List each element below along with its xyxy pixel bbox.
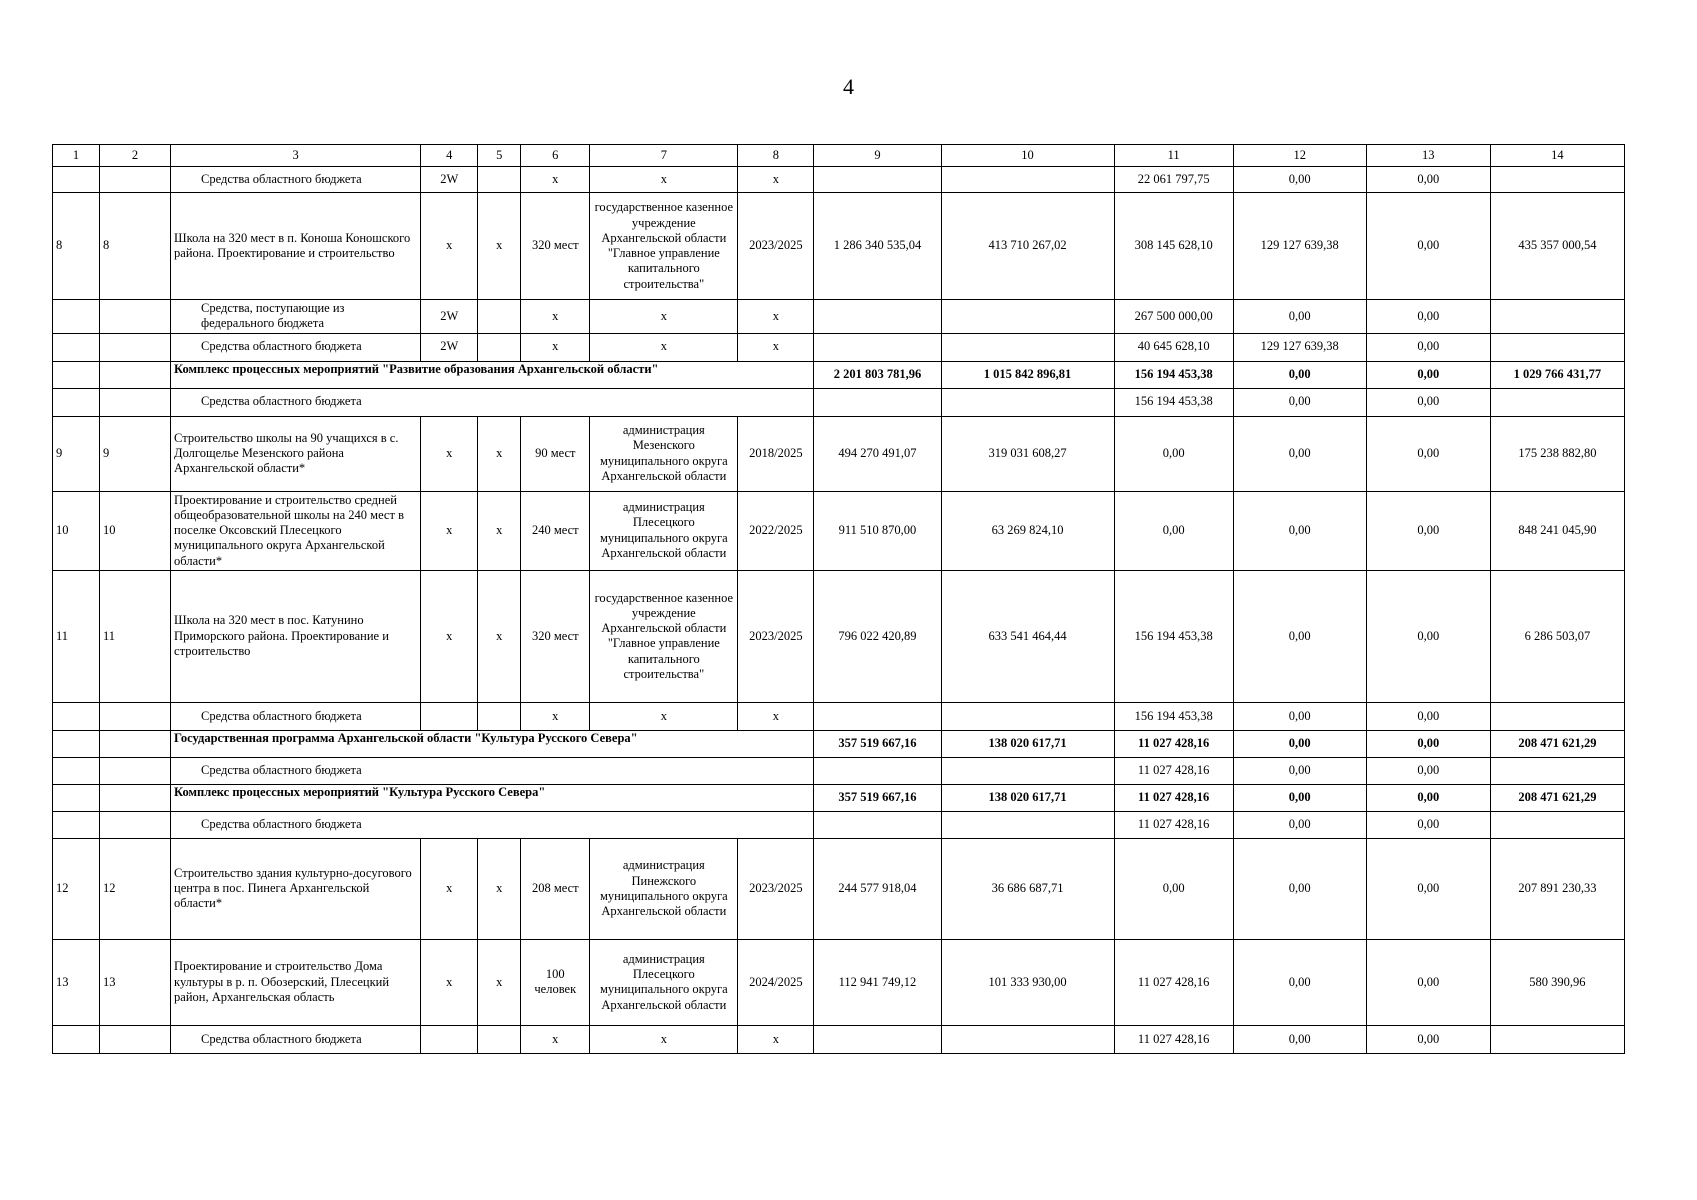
section-total-row xyxy=(53,784,1625,811)
object-row xyxy=(53,939,1625,1025)
amount-col-12: 0,00 xyxy=(1233,167,1366,193)
column-number-10: 10 xyxy=(941,145,1114,167)
amount-col-11: 11 027 428,16 xyxy=(1114,784,1233,811)
amount-col-10: 36 686 687,71 xyxy=(941,838,1114,939)
amount-col-11: 156 194 453,38 xyxy=(1114,570,1233,702)
col-8-cell: х xyxy=(738,300,814,334)
amount-col-11: 11 027 428,16 xyxy=(1114,730,1233,757)
amount-col-13: 0,00 xyxy=(1366,730,1490,757)
amount-col-14: 175 238 882,80 xyxy=(1490,416,1624,491)
amount-col-13: 0,00 xyxy=(1366,757,1490,784)
col-4-cell: 2W xyxy=(421,167,478,193)
amount-col-14: 6 286 503,07 xyxy=(1490,570,1624,702)
amount-col-9 xyxy=(814,300,941,334)
amount-col-11: 0,00 xyxy=(1114,416,1233,491)
amount-col-10: 319 031 608,27 xyxy=(941,416,1114,491)
col-6-cell: х xyxy=(521,1025,590,1053)
amount-col-14 xyxy=(1490,167,1624,193)
row-number: 8 xyxy=(53,193,100,300)
amount-col-11: 0,00 xyxy=(1114,838,1233,939)
amount-col-14 xyxy=(1490,388,1624,416)
empty-cell xyxy=(478,333,521,361)
funding-source-label: Средства областного бюджета xyxy=(171,811,814,838)
col-8-cell: х xyxy=(738,167,814,193)
item-number: 8 xyxy=(100,193,171,300)
item-number: 13 xyxy=(100,939,171,1025)
empty-cell xyxy=(53,361,100,388)
row-number: 9 xyxy=(53,416,100,491)
column-number-3: 3 xyxy=(171,145,421,167)
amount-col-12: 0,00 xyxy=(1233,570,1366,702)
col-7-cell: х xyxy=(590,167,738,193)
col-5-cell: х xyxy=(478,838,521,939)
amount-col-10 xyxy=(941,300,1114,334)
col-8-cell: х xyxy=(738,333,814,361)
section-funding-source-row xyxy=(53,811,1625,838)
amount-col-10: 1 015 842 896,81 xyxy=(941,361,1114,388)
amount-col-13: 0,00 xyxy=(1366,811,1490,838)
amount-col-14: 435 357 000,54 xyxy=(1490,193,1624,300)
amount-col-11: 11 027 428,16 xyxy=(1114,939,1233,1025)
col-7-cell: х xyxy=(590,300,738,334)
col-4-cell: х xyxy=(421,193,478,300)
empty-cell xyxy=(53,1025,100,1053)
amount-col-9: 112 941 749,12 xyxy=(814,939,941,1025)
object-name: Школа на 320 мест в п. Коноша Коношского района. Проектирование и строительство xyxy=(171,193,421,300)
empty-cell xyxy=(100,167,171,193)
empty-cell xyxy=(53,167,100,193)
empty-cell xyxy=(100,702,171,730)
funding-source-row xyxy=(53,333,1625,361)
capacity-cell: 100 человек xyxy=(521,939,590,1025)
column-number-11: 11 xyxy=(1114,145,1233,167)
col-7-cell: х xyxy=(590,1025,738,1053)
amount-col-14 xyxy=(1490,333,1624,361)
empty-cell xyxy=(53,811,100,838)
col-5-cell: х xyxy=(478,491,521,570)
col-5-cell: х xyxy=(478,570,521,702)
amount-col-11: 11 027 428,16 xyxy=(1114,1025,1233,1053)
amount-col-11: 267 500 000,00 xyxy=(1114,300,1233,334)
funding-source-label: Средства областного бюджета xyxy=(171,333,421,361)
amount-col-12: 0,00 xyxy=(1233,702,1366,730)
column-number-12: 12 xyxy=(1233,145,1366,167)
empty-cell xyxy=(478,1025,521,1053)
amount-col-14 xyxy=(1490,811,1624,838)
section-title: Государственная программа Архангельской области "Культура Русского Севера" xyxy=(171,730,814,757)
object-row xyxy=(53,416,1625,491)
customer-cell: администрация Пинежского муниципального округа Архангельской области xyxy=(590,838,738,939)
period-cell: 2024/2025 xyxy=(738,939,814,1025)
col-6-cell: х xyxy=(521,300,590,334)
capacity-cell: 208 мест xyxy=(521,838,590,939)
page-number: 4 xyxy=(843,74,854,99)
amount-col-10: 63 269 824,10 xyxy=(941,491,1114,570)
column-number-1: 1 xyxy=(53,145,100,167)
section-total-row xyxy=(53,730,1625,757)
empty-cell xyxy=(100,784,171,811)
col-7-cell: х xyxy=(590,702,738,730)
amount-col-9: 796 022 420,89 xyxy=(814,570,941,702)
amount-col-10: 413 710 267,02 xyxy=(941,193,1114,300)
customer-cell: администрация Мезенского муниципального округа Архангельской области xyxy=(590,416,738,491)
amount-col-13: 0,00 xyxy=(1366,702,1490,730)
amount-col-11: 156 194 453,38 xyxy=(1114,361,1233,388)
empty-cell xyxy=(814,757,941,784)
item-number: 9 xyxy=(100,416,171,491)
column-number-14: 14 xyxy=(1490,145,1624,167)
col-4-cell xyxy=(421,1025,478,1053)
amount-col-13: 0,00 xyxy=(1366,838,1490,939)
col-8-cell: х xyxy=(738,1025,814,1053)
object-row xyxy=(53,838,1625,939)
amount-col-9: 2 201 803 781,96 xyxy=(814,361,941,388)
amount-col-14: 207 891 230,33 xyxy=(1490,838,1624,939)
empty-cell xyxy=(814,811,941,838)
amount-col-11: 156 194 453,38 xyxy=(1114,388,1233,416)
empty-cell xyxy=(100,388,171,416)
amount-col-13: 0,00 xyxy=(1366,416,1490,491)
col-4-cell xyxy=(421,702,478,730)
amount-col-12: 0,00 xyxy=(1233,300,1366,334)
funding-source-label: Средства областного бюджета xyxy=(171,757,814,784)
object-name: Проектирование и строительство средней общеобразовательной школы на 240 мест в поселке Оксовский Плесецкого муниципального округа Архангельской области* xyxy=(171,491,421,570)
amount-col-9 xyxy=(814,333,941,361)
amount-col-12: 0,00 xyxy=(1233,757,1366,784)
amount-col-10: 138 020 617,71 xyxy=(941,784,1114,811)
amount-col-10 xyxy=(941,1025,1114,1053)
col-4-cell: х xyxy=(421,570,478,702)
col-6-cell: х xyxy=(521,702,590,730)
empty-cell xyxy=(53,300,100,334)
budget-table xyxy=(52,144,1625,1054)
amount-col-12: 0,00 xyxy=(1233,838,1366,939)
col-4-cell: х xyxy=(421,491,478,570)
col-6-cell: х xyxy=(521,333,590,361)
column-number-2: 2 xyxy=(100,145,171,167)
customer-cell: администрация Плесецкого муниципального округа Архангельской области xyxy=(590,939,738,1025)
amount-col-14 xyxy=(1490,1025,1624,1053)
amount-col-11: 11 027 428,16 xyxy=(1114,811,1233,838)
customer-cell: администрация Плесецкого муниципального округа Архангельской области xyxy=(590,491,738,570)
amount-col-14: 580 390,96 xyxy=(1490,939,1624,1025)
capacity-cell: 240 мест xyxy=(521,491,590,570)
period-cell: 2023/2025 xyxy=(738,838,814,939)
empty-cell xyxy=(53,702,100,730)
column-number-9: 9 xyxy=(814,145,941,167)
period-cell: 2023/2025 xyxy=(738,193,814,300)
funding-source-row xyxy=(53,702,1625,730)
object-name: Школа на 320 мест в пос. Катунино Приморского района. Проектирование и строительство xyxy=(171,570,421,702)
amount-col-10: 138 020 617,71 xyxy=(941,730,1114,757)
empty-cell xyxy=(814,388,941,416)
amount-col-13: 0,00 xyxy=(1366,388,1490,416)
amount-col-10 xyxy=(941,333,1114,361)
amount-col-13: 0,00 xyxy=(1366,193,1490,300)
amount-col-14: 848 241 045,90 xyxy=(1490,491,1624,570)
amount-col-10: 101 333 930,00 xyxy=(941,939,1114,1025)
col-4-cell: 2W xyxy=(421,300,478,334)
funding-source-row xyxy=(53,1025,1625,1053)
column-number-8: 8 xyxy=(738,145,814,167)
period-cell: 2022/2025 xyxy=(738,491,814,570)
amount-col-14: 208 471 621,29 xyxy=(1490,730,1624,757)
amount-col-14 xyxy=(1490,702,1624,730)
section-title: Комплекс процессных мероприятий "Культура Русского Севера" xyxy=(171,784,814,811)
amount-col-14: 1 029 766 431,77 xyxy=(1490,361,1624,388)
col-4-cell: х xyxy=(421,838,478,939)
customer-cell: государственное казенное учреждение Архангельской области "Главное управление капитального строительства" xyxy=(590,570,738,702)
funding-source-label: Средства областного бюджета xyxy=(171,388,814,416)
amount-col-13: 0,00 xyxy=(1366,570,1490,702)
amount-col-13: 0,00 xyxy=(1366,167,1490,193)
col-4-cell: х xyxy=(421,939,478,1025)
section-title: Комплекс процессных мероприятий "Развитие образования Архангельской области" xyxy=(171,361,814,388)
empty-cell xyxy=(941,757,1114,784)
amount-col-9: 357 519 667,16 xyxy=(814,730,941,757)
amount-col-9 xyxy=(814,702,941,730)
amount-col-10 xyxy=(941,702,1114,730)
object-name: Строительство школы на 90 учащихся в с. Долгощелье Мезенского района Архангельской области* xyxy=(171,416,421,491)
capacity-cell: 90 мест xyxy=(521,416,590,491)
empty-cell xyxy=(100,757,171,784)
amount-col-12: 0,00 xyxy=(1233,1025,1366,1053)
amount-col-12: 129 127 639,38 xyxy=(1233,333,1366,361)
amount-col-13: 0,00 xyxy=(1366,491,1490,570)
section-funding-source-row xyxy=(53,388,1625,416)
funding-source-label: Средства областного бюджета xyxy=(171,167,421,193)
amount-col-11: 308 145 628,10 xyxy=(1114,193,1233,300)
empty-cell xyxy=(53,784,100,811)
item-number: 12 xyxy=(100,838,171,939)
amount-col-9 xyxy=(814,1025,941,1053)
customer-cell: государственное казенное учреждение Архангельской области "Главное управление капитального строительства" xyxy=(590,193,738,300)
empty-cell xyxy=(53,388,100,416)
empty-cell xyxy=(53,333,100,361)
amount-col-10 xyxy=(941,167,1114,193)
empty-cell xyxy=(100,1025,171,1053)
amount-col-12: 0,00 xyxy=(1233,491,1366,570)
amount-col-12: 0,00 xyxy=(1233,388,1366,416)
row-number: 13 xyxy=(53,939,100,1025)
row-number: 12 xyxy=(53,838,100,939)
col-5-cell: х xyxy=(478,416,521,491)
empty-cell xyxy=(478,300,521,334)
column-number-row xyxy=(53,145,1625,167)
amount-col-9: 494 270 491,07 xyxy=(814,416,941,491)
amount-col-12: 0,00 xyxy=(1233,416,1366,491)
amount-col-11: 11 027 428,16 xyxy=(1114,757,1233,784)
empty-cell xyxy=(100,730,171,757)
funding-source-label: Средства областного бюджета xyxy=(171,702,421,730)
amount-col-11: 156 194 453,38 xyxy=(1114,702,1233,730)
amount-col-12: 0,00 xyxy=(1233,811,1366,838)
amount-col-9: 244 577 918,04 xyxy=(814,838,941,939)
funding-source-row xyxy=(53,167,1625,193)
column-number-5: 5 xyxy=(478,145,521,167)
amount-col-13: 0,00 xyxy=(1366,361,1490,388)
col-6-cell: х xyxy=(521,167,590,193)
empty-cell xyxy=(941,811,1114,838)
amount-col-12: 0,00 xyxy=(1233,361,1366,388)
empty-cell xyxy=(478,702,521,730)
col-4-cell: х xyxy=(421,416,478,491)
amount-col-12: 0,00 xyxy=(1233,784,1366,811)
object-row xyxy=(53,491,1625,570)
capacity-cell: 320 мест xyxy=(521,570,590,702)
column-number-6: 6 xyxy=(521,145,590,167)
empty-cell xyxy=(941,388,1114,416)
col-5-cell: х xyxy=(478,939,521,1025)
amount-col-10: 633 541 464,44 xyxy=(941,570,1114,702)
col-7-cell: х xyxy=(590,333,738,361)
funding-source-label: Средства областного бюджета xyxy=(171,1025,421,1053)
amount-col-11: 0,00 xyxy=(1114,491,1233,570)
amount-col-9: 357 519 667,16 xyxy=(814,784,941,811)
empty-cell xyxy=(100,300,171,334)
amount-col-13: 0,00 xyxy=(1366,333,1490,361)
amount-col-9: 1 286 340 535,04 xyxy=(814,193,941,300)
period-cell: 2018/2025 xyxy=(738,416,814,491)
amount-col-13: 0,00 xyxy=(1366,1025,1490,1053)
funding-source-row xyxy=(53,300,1625,334)
column-number-13: 13 xyxy=(1366,145,1490,167)
item-number: 11 xyxy=(100,570,171,702)
amount-col-14 xyxy=(1490,300,1624,334)
col-5-cell: х xyxy=(478,193,521,300)
col-4-cell: 2W xyxy=(421,333,478,361)
amount-col-14: 208 471 621,29 xyxy=(1490,784,1624,811)
period-cell: 2023/2025 xyxy=(738,570,814,702)
object-row xyxy=(53,193,1625,300)
column-number-7: 7 xyxy=(590,145,738,167)
object-name: Проектирование и строительство Дома культуры в р. п. Обозерский, Плесецкий район, Архангельская область xyxy=(171,939,421,1025)
amount-col-9: 911 510 870,00 xyxy=(814,491,941,570)
row-number: 10 xyxy=(53,491,100,570)
amount-col-13: 0,00 xyxy=(1366,939,1490,1025)
amount-col-12: 0,00 xyxy=(1233,939,1366,1025)
row-number: 11 xyxy=(53,570,100,702)
funding-source-label: Средства, поступающие из федерального бюджета xyxy=(171,300,421,334)
object-row xyxy=(53,570,1625,702)
amount-col-13: 0,00 xyxy=(1366,784,1490,811)
amount-col-14 xyxy=(1490,757,1624,784)
amount-col-13: 0,00 xyxy=(1366,300,1490,334)
object-name: Строительство здания культурно-досугового центра в пос. Пинега Архангельской области* xyxy=(171,838,421,939)
col-8-cell: х xyxy=(738,702,814,730)
amount-col-11: 22 061 797,75 xyxy=(1114,167,1233,193)
capacity-cell: 320 мест xyxy=(521,193,590,300)
empty-cell xyxy=(53,730,100,757)
empty-cell xyxy=(478,167,521,193)
amount-col-11: 40 645 628,10 xyxy=(1114,333,1233,361)
amount-col-12: 129 127 639,38 xyxy=(1233,193,1366,300)
section-funding-source-row xyxy=(53,757,1625,784)
empty-cell xyxy=(100,811,171,838)
empty-cell xyxy=(100,361,171,388)
empty-cell xyxy=(53,757,100,784)
item-number: 10 xyxy=(100,491,171,570)
amount-col-12: 0,00 xyxy=(1233,730,1366,757)
amount-col-9 xyxy=(814,167,941,193)
section-total-row xyxy=(53,361,1625,388)
column-number-4: 4 xyxy=(421,145,478,167)
empty-cell xyxy=(100,333,171,361)
